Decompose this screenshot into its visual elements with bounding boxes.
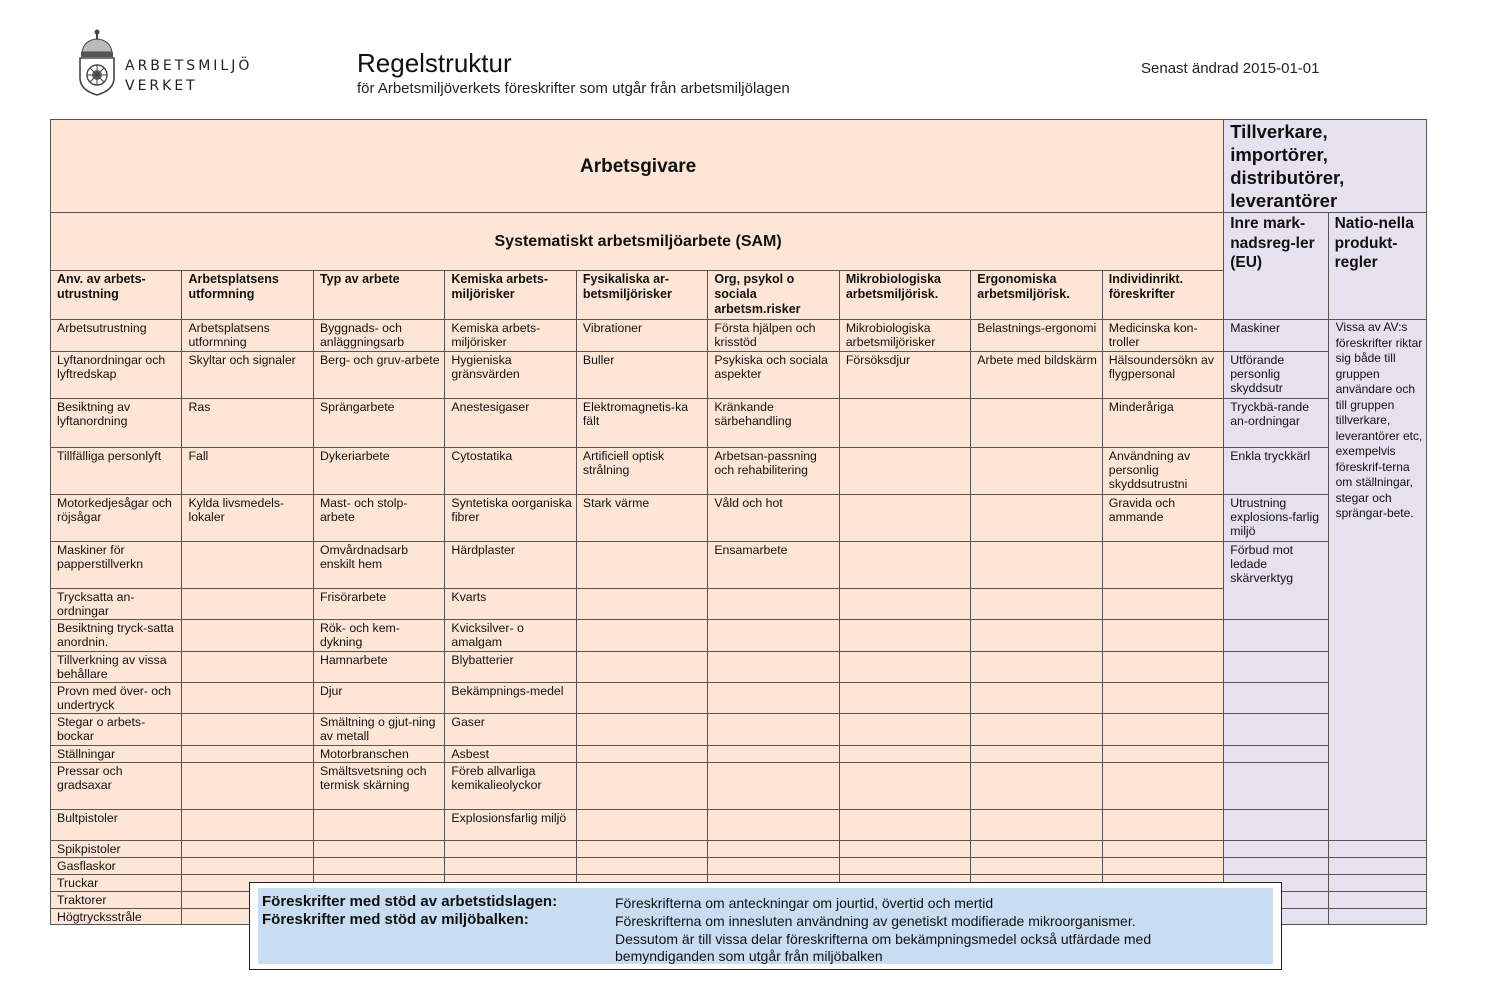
table-cell: Våld och hot [708,495,839,542]
table-cell [313,841,444,858]
table-cell: Blybatterier [445,652,576,683]
table-cell [1102,763,1223,810]
legal-basis-notes [249,882,1282,970]
column-header: Individinrikt. föreskrifter [1102,271,1223,320]
table-cell: Truckar [51,875,182,892]
table-cell [708,652,839,683]
table-cell: Kvarts [445,589,576,620]
table-cell [445,858,576,875]
empty-eu-cell [1224,620,1328,652]
table-cell [182,620,313,652]
table-cell [576,858,707,875]
table-cell: Smältning o gjut-ning av metall [313,714,444,746]
crown-crest-icon [74,28,120,98]
table-cell: Tillfälliga personlyft [51,448,182,495]
table-cell [839,652,970,683]
table-cell: Psykiska och sociala aspekter [708,352,839,399]
table-cell: Sprängarbete [313,399,444,448]
table-cell: Anestesigaser [445,399,576,448]
table-cell [313,810,444,841]
table-cell: Tillverkning av vissa behållare [51,652,182,683]
table-row [51,542,1427,589]
empty-eu-cell [1224,841,1328,858]
internal-market-heading: Inre mark-nadsreg-ler (EU) [1224,213,1328,320]
table-cell [708,589,839,620]
table-cell: Gasflaskor [51,858,182,875]
table-row [51,714,1427,746]
table-cell [708,841,839,858]
table-cell [971,589,1102,620]
table-cell: Vibrationer [576,320,707,352]
table-cell: Kylda livsmedels-lokaler [182,495,313,542]
table-cell: Djur [313,683,444,714]
table-row [51,352,1427,399]
table-row [51,448,1427,495]
table-cell [708,763,839,810]
table-cell [1102,683,1223,714]
table-cell: Lyftanordningar och lyftredskap [51,352,182,399]
table-cell [182,683,313,714]
column-header: Kemiska arbets-miljörisker [445,271,576,320]
environmental-code-text-2: Dessutom är till vissa delar föreskrifterna om bekämpningsmedel också utfärdade med [615,931,1152,947]
table-cell [708,620,839,652]
table-cell [971,620,1102,652]
table-cell: Hamnarbete [313,652,444,683]
table-cell [182,542,313,589]
empty-eu-cell [1224,652,1328,683]
empty-national-cell [1328,841,1426,858]
notes-panel [258,888,1273,964]
logo-text-line1: ARBETSMILJÖ [125,58,253,74]
column-header: Mikrobiologiska arbetsmiljörisk. [839,271,970,320]
table-cell [576,652,707,683]
table-cell [971,763,1102,810]
table-cell [839,448,970,495]
table-cell: Artificiell optisk strålning [576,448,707,495]
table-cell [839,763,970,810]
table-cell: Hygieniska gränsvärden [445,352,576,399]
working-hours-act-text: Föreskrifterna om anteckningar om jourtid, övertid och mertid [615,895,994,911]
table-cell: Besiktning av lyftanordning [51,399,182,448]
table-cell: Syntetiska oorganiska fibrer [445,495,576,542]
table-cell [839,399,970,448]
table-cell [971,858,1102,875]
table-cell: Första hjälpen och krisstöd [708,320,839,352]
table-cell [1102,589,1223,620]
sam-heading: Systematiskt arbetsmiljöarbete (SAM) [51,213,1224,271]
table-cell: Ras [182,399,313,448]
table-cell: Buller [576,352,707,399]
table-cell [839,683,970,714]
table-cell [708,714,839,746]
table-cell [708,746,839,763]
table-cell: Besiktning tryck-satta anordnin. [51,620,182,652]
table-cell: Provn med över- och undertryck [51,683,182,714]
table-cell: Kemiska arbets-miljörisker [445,320,576,352]
table-cell [1102,714,1223,746]
empty-national-cell [1328,892,1426,909]
table-row [51,320,1427,352]
table-cell: Berg- och gruv-arbete [313,352,444,399]
table-cell: Arbetsan-passning och rehabilitering [708,448,839,495]
table-cell: Gravida och ammande [1102,495,1223,542]
table-row [51,746,1427,763]
table-cell [1102,841,1223,858]
logo-text-line2: VERKET [125,78,198,94]
table-cell [1102,858,1223,875]
table-cell: Rök- och kem-dykning [313,620,444,652]
table-cell: Asbest [445,746,576,763]
table-cell [576,810,707,841]
table-cell [839,542,970,589]
table-cell: Ensamarbete [708,542,839,589]
column-header: Anv. av arbets-utrustning [51,271,182,320]
table-cell [576,620,707,652]
table-cell [576,763,707,810]
rules-structure-table [50,119,1427,925]
table-cell: Bekämpnings-medel [445,683,576,714]
table-cell [576,542,707,589]
national-rules-heading: Natio-nella produkt-regler [1328,213,1426,320]
table-cell [839,589,970,620]
table-row [51,495,1427,542]
table-cell [576,841,707,858]
empty-eu-cell [1224,858,1328,875]
table-cell: Explosionsfarlig miljö [445,810,576,841]
table-cell [708,858,839,875]
table-cell: Ställningar [51,746,182,763]
table-cell [313,858,444,875]
table-cell: Pressar och gradsaxar [51,763,182,810]
table-cell: Användning av personlig skyddsutrustni [1102,448,1223,495]
empty-national-cell [1328,909,1426,925]
table-cell: Spikpistoler [51,841,182,858]
table-cell [971,683,1102,714]
table-cell [839,746,970,763]
table-cell: Dykeriarbete [313,448,444,495]
empty-eu-cell [1224,746,1328,763]
table-cell [1102,652,1223,683]
table-cell [971,542,1102,589]
table-cell: Arbete med bildskärm [971,352,1102,399]
table-cell [971,714,1102,746]
empty-national-cell [1328,875,1426,892]
eu-rule-cell: Utrustning explosions-farlig miljö [1224,495,1328,542]
column-header: Arbetsplatsens utformning [182,271,313,320]
table-cell [1102,620,1223,652]
table-cell: Motorkedjesågar och röjsågar [51,495,182,542]
table-cell: Minderåriga [1102,399,1223,448]
table-cell [971,746,1102,763]
eu-rule-cell: Maskiner [1224,320,1328,352]
national-rules-note: Vissa av AV:s föreskrifter riktar sig både till gruppen användare och till gruppen tillverkare, leverantörer etc, exempelvis föreskrif-terna om ställningar, stegar och sprängar-bete. [1328,320,1426,841]
table-cell [445,841,576,858]
environmental-code-text-3: bemyndiganden som utgår från miljöbalken [615,948,883,964]
agency-logo [70,28,300,98]
table-cell [1102,542,1223,589]
table-cell: Skyltar och signaler [182,352,313,399]
table-cell [971,448,1102,495]
table-cell [971,495,1102,542]
table-cell: Försöksdjur [839,352,970,399]
table-cell: Motorbranschen [313,746,444,763]
table-cell [839,810,970,841]
employer-heading: Arbetsgivare [51,120,1224,213]
column-header: Fysikaliska ar-betsmiljörisker [576,271,707,320]
table-cell: Kvicksilver- o amalgam [445,620,576,652]
column-header: Ergonomiska arbetsmiljörisk. [971,271,1102,320]
table-cell [971,841,1102,858]
column-header: Typ av arbete [313,271,444,320]
eu-rule-cell: Enkla tryckkärl [1224,448,1328,495]
table-cell: Högtrycksstråle [51,909,182,925]
environmental-code-text: Föreskrifterna om innesluten användning av genetiskt modifierade mikroorganismer. [615,913,1136,929]
table-cell [182,841,313,858]
table-cell [839,714,970,746]
document-subtitle: för Arbetsmiljöverkets föreskrifter som utgår från arbetsmiljölagen [357,80,790,97]
table-cell: Härdplaster [445,542,576,589]
table-cell: Smältsvetsning och termisk skärning [313,763,444,810]
table-cell [576,714,707,746]
eu-rule-cell: Utförande personlig skyddsutr [1224,352,1328,399]
table-cell [182,858,313,875]
table-cell: Cytostatika [445,448,576,495]
table-row [51,763,1427,810]
table-cell [182,810,313,841]
table-cell [182,589,313,620]
working-hours-act-label: Föreskrifter med stöd av arbetstidslagen: [262,893,558,910]
table-cell: Föreb allvarliga kemikalieolyckor [445,763,576,810]
table-cell: Arbetsutrustning [51,320,182,352]
table-cell [839,495,970,542]
empty-national-cell [1328,858,1426,875]
table-cell [182,714,313,746]
table-cell: Mikrobiologiska arbetsmiljörisker [839,320,970,352]
table-cell: Maskiner för papperstillverkn [51,542,182,589]
table-cell [1102,810,1223,841]
table-cell [708,810,839,841]
table-row [51,810,1427,841]
table-cell: Hälsoundersökn av flygpersonal [1102,352,1223,399]
table-cell [576,683,707,714]
table-cell: Trycksatta an-ordningar [51,589,182,620]
table-cell [576,746,707,763]
table-cell: Elektromagnetis-ka fält [576,399,707,448]
document-title: Regelstruktur [357,48,512,78]
table-cell [971,652,1102,683]
last-changed-date: Senast ändrad 2015-01-01 [1141,60,1320,77]
table-cell [971,810,1102,841]
table-cell [576,589,707,620]
table-cell [971,399,1102,448]
empty-eu-cell [1224,683,1328,714]
table-cell: Traktorer [51,892,182,909]
table-cell [839,858,970,875]
table-cell: Omvårdnadsarb enskilt hem [313,542,444,589]
column-header: Org, psykol o sociala arbetsm.risker [708,271,839,320]
table-row [51,858,1427,875]
empty-eu-cell [1224,763,1328,810]
table-row [51,683,1427,714]
table-cell [182,763,313,810]
table-cell: Frisörarbete [313,589,444,620]
table-cell: Stegar o arbets-bockar [51,714,182,746]
table-cell [1102,746,1223,763]
table-row [51,841,1427,858]
table-cell: Arbetsplatsens utformning [182,320,313,352]
table-cell [839,841,970,858]
table-row [51,399,1427,448]
table-cell [708,683,839,714]
table-cell: Medicinska kon-troller [1102,320,1223,352]
table-row [51,589,1427,620]
table-cell: Bultpistoler [51,810,182,841]
eu-rule-cell: Tryckbä-rande an-ordningar [1224,399,1328,448]
empty-eu-cell [1224,714,1328,746]
table-cell: Belastnings-ergonomi [971,320,1102,352]
empty-eu-cell [1224,810,1328,841]
table-row [51,652,1427,683]
environmental-code-label: Föreskrifter med stöd av miljöbalken: [262,911,529,928]
table-cell: Gaser [445,714,576,746]
table-cell: Stark värme [576,495,707,542]
table-cell: Fall [182,448,313,495]
table-row [51,620,1427,652]
table-cell: Byggnads- och anläggningsarb [313,320,444,352]
table-cell [182,746,313,763]
table-cell: Kränkande särbehandling [708,399,839,448]
table-cell: Mast- och stolp-arbete [313,495,444,542]
manufacturer-heading: Tillverkare, importörer, distributörer, leverantörer [1224,120,1427,213]
table-cell [182,652,313,683]
eu-rule-cell: Förbud mot ledade skärverktyg [1224,542,1328,620]
table-cell [839,620,970,652]
